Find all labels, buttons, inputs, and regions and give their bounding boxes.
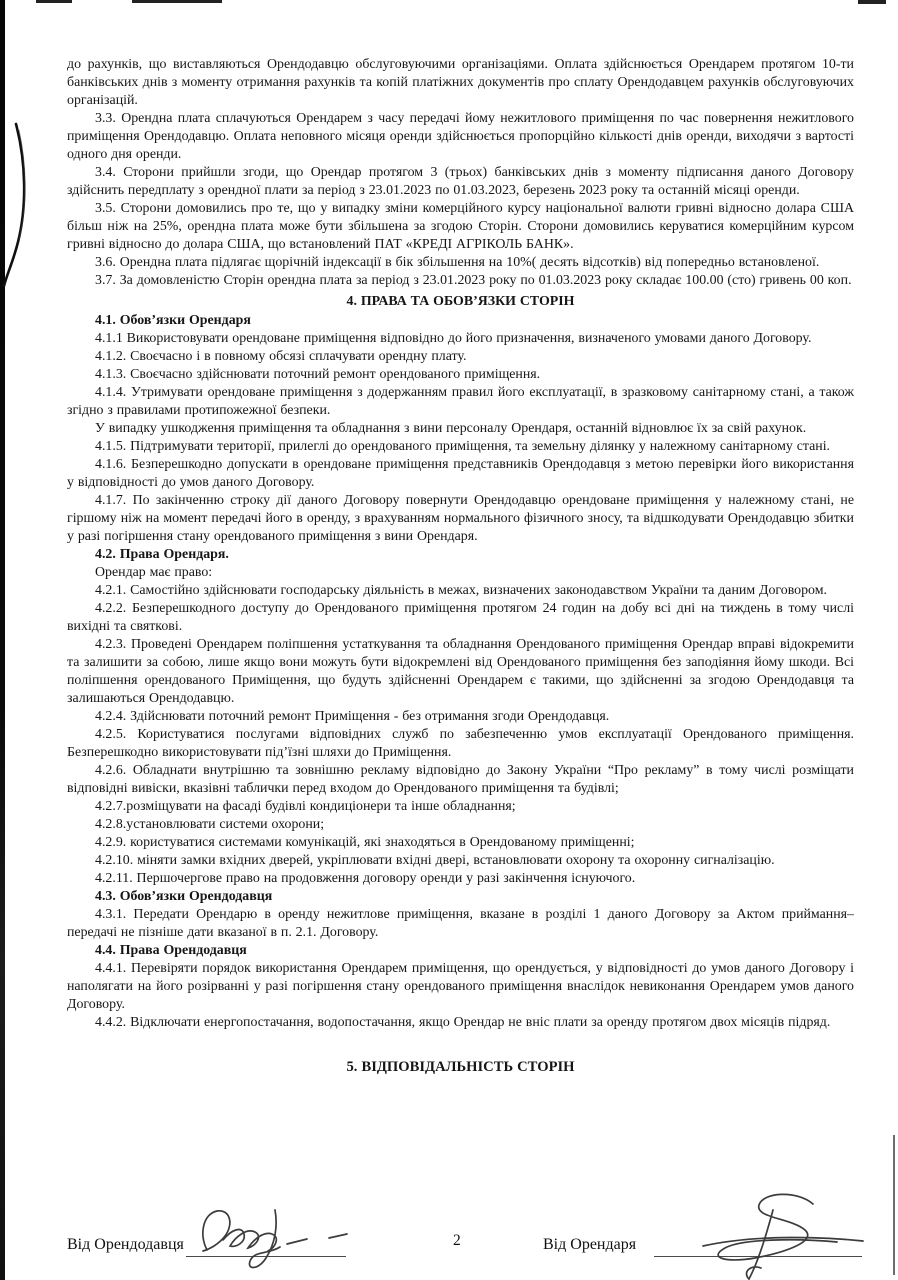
paragraph: 4.3.1. Передати Орендарю в оренду нежитлове приміщення, вказане в розділі 1 даного Договору за Актом приймання–передачі не пізніше дати вказаної в п. 2.1. Договору. <box>67 907 854 940</box>
lessor-signature-label: Від Орендодавця <box>67 1236 184 1253</box>
section-heading: 4.3. Обов’язки Орендодавця <box>95 889 273 904</box>
document-body <box>67 56 854 1076</box>
paragraph: 4.2.5. Користуватися послугами відповідних служб по забезпеченню умов експлуатації Орендованого приміщення. Безперешкодно використовувати під’їзні шляхи до Приміщення. <box>67 727 854 760</box>
paragraph: 4.1.5. Підтримувати території, прилеглі до орендованого приміщення, та земельну ділянку у належному санітарному стані. <box>95 439 831 454</box>
paragraph: 4.2.9. користуватися системами комунікацій, які знаходяться в Орендованому приміщенні; <box>95 835 635 850</box>
paragraph: 4.2.8.установлювати системи охорони; <box>95 817 325 832</box>
section-heading: 4.2. Права Орендаря. <box>95 547 229 562</box>
scan-page-right-edge <box>893 1135 895 1275</box>
paragraph: 4.4.2. Відключати енергопостачання, водопостачання, якщо Орендар не вніс плати за оренду протягом двох місяців підряд. <box>95 1015 831 1030</box>
paragraph: У випадку ушкодження приміщення та обладнання з вини персоналу Орендаря, останній відновлює їх за свій рахунок. <box>95 421 807 436</box>
paragraph: 3.7. За домовленістю Сторін орендна плата за період з 23.01.2023 року по 01.03.2023 року складає 100.00 (сто) гривень 00 коп. <box>95 273 852 288</box>
paragraph: 4.2.4. Здійснювати поточний ремонт Приміщення - без отримання згоди Орендодавця. <box>95 709 610 724</box>
lessee-signature-label: Від Орендаря <box>543 1236 637 1253</box>
paragraph: 4.1.2. Своєчасно і в повному обсязі сплачувати орендну плату. <box>95 349 467 364</box>
scan-crease-artifact <box>0 110 40 300</box>
section-heading: 5. ВІДПОВІДАЛЬНІСТЬ СТОРІН <box>346 1059 575 1075</box>
lessee-signature-icon <box>645 1188 873 1280</box>
paragraph: 4.1.1 Використовувати орендоване приміщення відповідно до його призначення, визначеного умовами даного Договору. <box>95 331 812 346</box>
paragraph: 4.2.1. Самостійно здійснювати господарську діяльність в межах, визначених законодавством України та даним Договором. <box>95 583 827 598</box>
section-heading: 4.1. Обов’язки Орендаря <box>95 313 251 328</box>
page-number: 2 <box>453 1232 461 1249</box>
section-heading: 4. ПРАВА ТА ОБОВ’ЯЗКИ СТОРІН <box>346 294 575 309</box>
paragraph: 4.2.6. Обладнати внутрішню та зовнішню рекламу відповідно до Закону України “Про рекламу” в тому числі розміщати відповідні вивіски, вказівні таблички перед входом до Орендованого приміщення та будівлі; <box>67 763 854 796</box>
paragraph: 4.2.11. Першочергове право на продовження договору оренди у разі закінчення існуючого. <box>95 871 636 886</box>
scan-edge-top-fragment <box>132 0 222 3</box>
paragraph: 4.1.6. Безперешкодно допускати в орендоване приміщення представників Орендодавця з метою перевірки його використання у відповідності до умов даного Договору. <box>67 457 854 490</box>
paragraph: 4.1.7. По закінченню строку дії даного Договору повернути Орендодавцю орендоване приміщення у належному стані, не гіршому ніж на момент передачі його в оренду, з врахуванням нормального фізичного зносу, та відшкодувати Орендодавцю збитки у разі погіршення стану орендованого приміщення з вини Орендаря. <box>67 493 854 544</box>
paragraph: 3.5. Сторони домовились про те, що у випадку зміни комерційного курсу національної валюти гривні відносно долара США більш ніж на 25%, орендна плата може бути збільшена за згодою Сторін. Сторони домовились керуватися комерційним курсом гривні відносно до долара США, що встановлений ПАТ «КРЕДІ АГРІКОЛЬ БАНК». <box>67 201 854 252</box>
section-heading: 4.4. Права Орендодавця <box>95 943 247 958</box>
paragraph: 4.1.3. Своєчасно здійснювати поточний ремонт орендованого приміщення. <box>95 367 541 382</box>
paragraph: 4.4.1. Перевіряти порядок використання Орендарем приміщення, що орендується, у відповідності до умов даного Договору і наполягати на його розірванні у разі погіршення стану орендованого приміщення внаслідок невиконання Орендарем умов даного Договору. <box>67 961 854 1012</box>
paragraph: Орендар має право: <box>95 565 213 580</box>
paragraph: 4.2.2. Безперешкодного доступу до Орендованого приміщення протягом 24 годин на добу всі дні на тиждень в тому числі вихідні та святкові. <box>67 601 854 634</box>
paragraph: до рахунків, що виставляються Орендодавцю обслуговуючими організаціями. Оплата здійснюється Орендарем протягом 10-ти банківських днів з моменту отримання рахунків та копій платіжних документів про сплату Орендодавцем рахунків обслуговуючих організацій. <box>67 57 854 108</box>
paragraph: 4.2.10. міняти замки вхідних дверей, укріплювати вхідні двері, встановлювати охорону та охоронну сигналізацію. <box>95 853 775 868</box>
paragraph: 4.2.3. Проведені Орендарем поліпшення устаткування та обладнання Орендованого приміщення Орендар вправі відокремити та залишити за собою, лише якщо вони можуть бути відокремлені від Орендованого приміщення без заподіяння йому шкоди. Всі поліпшення орендованого Приміщення, що будуть здійсненні Орендарем є такими, що здійсненні за згодою Орендодавця та залишаються Орендодавцю. <box>67 637 854 706</box>
lessor-signature-icon <box>183 1200 361 1278</box>
paragraph: 3.6. Орендна плата підлягає щорічній індексації в бік збільшення на 10%( десять відсотків) від попередньо встановленої. <box>95 255 820 270</box>
paragraph: 4.1.4. Утримувати орендоване приміщення з додержанням правил його експлуатації, в зразковому санітарному стані, а також згідно з правилами протипожежної безпеки. <box>67 385 854 418</box>
scan-edge-top-fragment <box>36 0 72 3</box>
paragraph: 3.4. Сторони прийшли згоди, що Орендар протягом 3 (трьох) банківських днів з моменту підписання даного Договору здійснить передплату з орендної плати за період з 23.01.2023 по 01.03.2023, березень 2023 року та останній місяці оренди. <box>67 165 854 198</box>
paragraph: 4.2.7.розміщувати на фасаді будівлі кондиціонери та інше обладнання; <box>95 799 516 814</box>
paragraph: 3.3. Орендна плата сплачуються Орендарем з часу передачі йому нежитлового приміщення по час повернення нежитлового приміщення Орендодавцю. Оплата неповного місяця оренди здійснюється пропорційно кількості днів оренди, виходячи з вартості одного дня оренди. <box>67 111 854 162</box>
scan-edge-top-fragment <box>858 0 886 4</box>
